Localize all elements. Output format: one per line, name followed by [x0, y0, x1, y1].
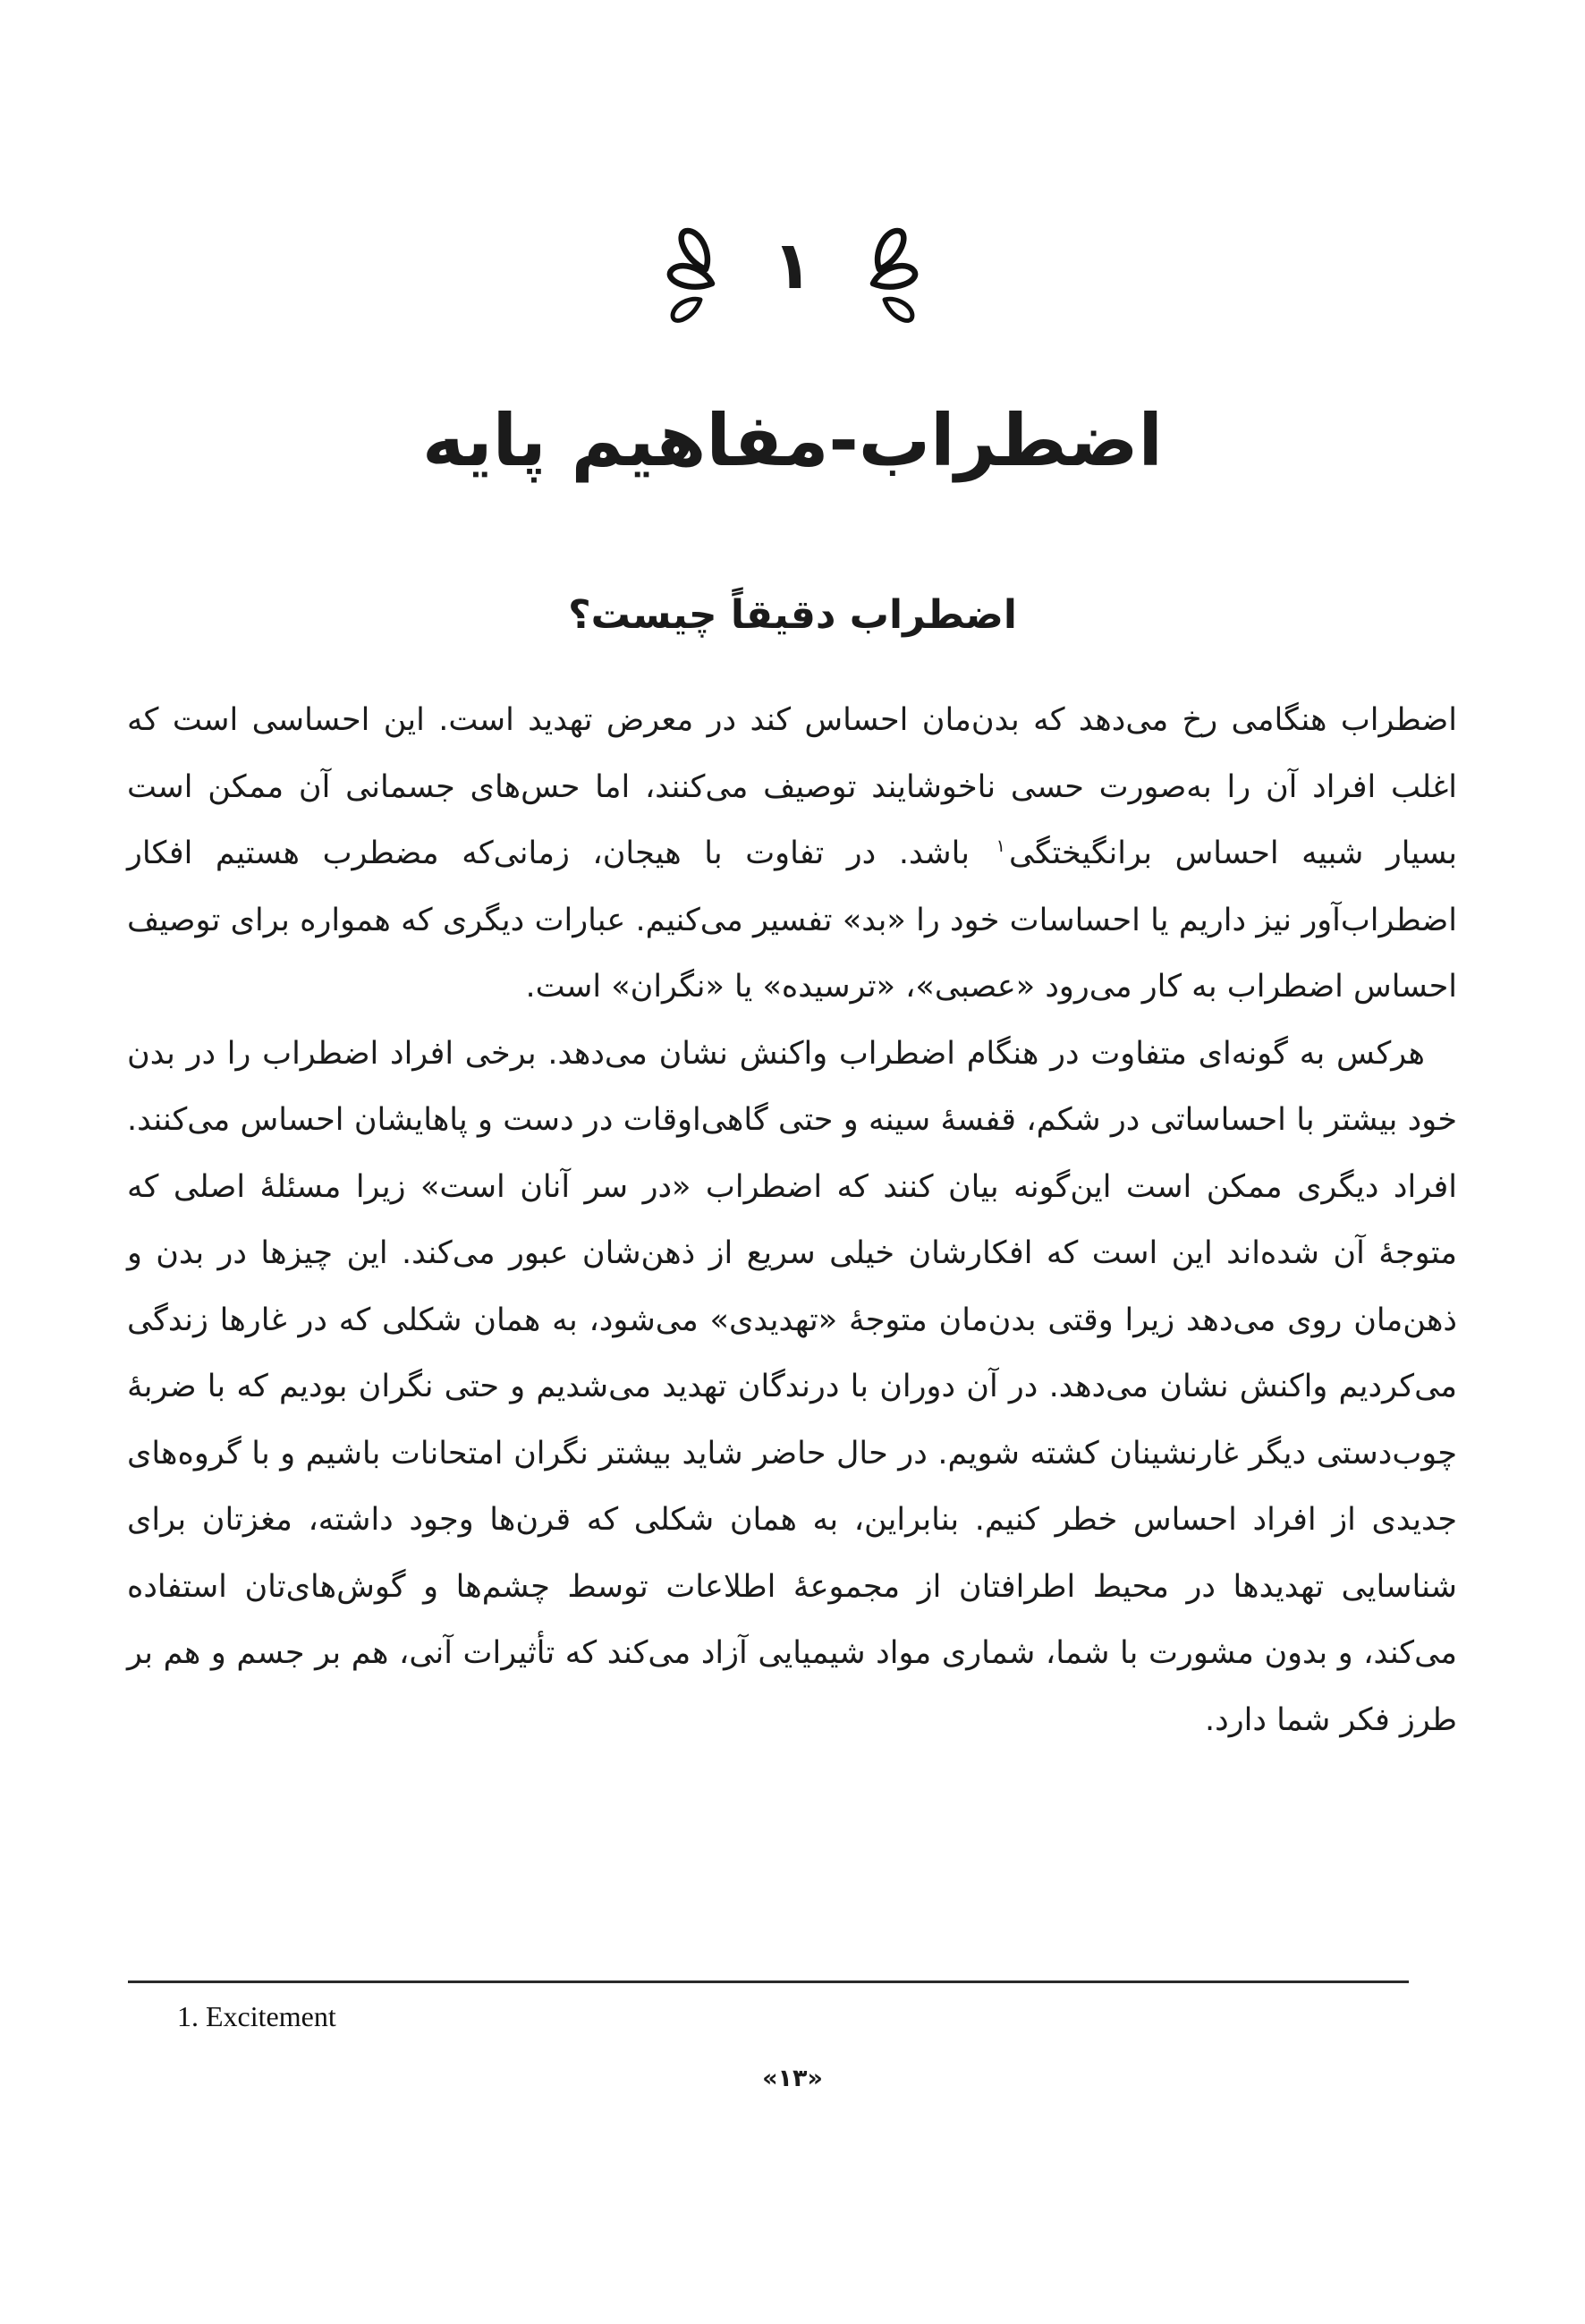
section-heading: اضطراب دقیقاً چیست؟ — [568, 592, 1017, 638]
chapter-title: اضطراب-مفاهیم پایه — [422, 399, 1163, 482]
body-text — [127, 687, 1457, 1753]
leaf-fan-left-icon — [641, 212, 720, 330]
footnote-text: 1. Excitement — [177, 2000, 336, 2032]
paragraph-1-text-before-marker: اضطراب هنگامی رخ می‌دهد که بدن‌مان احساس کند در معرض تهدید است. این احساسی است که اغلب افراد آن را به‌صورت حسی ناخوشایند توصیف می‌کنند، اما حس‌های جسمانی آن ممکن است بسیار شبیه احساس برانگیختگی — [127, 702, 1457, 871]
paragraph-2: هرکس به گونه‌ای متفاوت در هنگام اضطراب واکنش نشان می‌دهد. برخی افراد اضطراب را در بدن خود بیشتر با احساساتی در شکم، قفسهٔ سینه و حتی گاهی‌اوقات در دست و پاهایشان احساس می‌کنند. افراد دیگری ممکن است این‌گونه بیان کنند که اضطراب «در سر آنان است» زیرا مسئلهٔ اصلی که متوجهٔ آن شده‌اند این است که افکارشان خیلی سریع از ذهن‌شان عبور می‌کند. این چیزها در بدن و ذهن‌مان روی می‌دهد زیرا وقتی بدن‌مان متوجهٔ «تهدیدی» می‌شود، به همان شکلی که در غارها زندگی می‌کردیم واکنش نشان می‌دهد. در آن دوران با درندگان تهدید می‌شدیم و حتی نگران بودیم که با ضربهٔ چوب‌دستی دیگر غارنشینان کشته شویم. در حال حاضر شاید بیشتر نگران امتحانات باشیم و با گروه‌های جدیدی از افراد احساس خطر کنیم. بنابراین، به همان شکلی که قرن‌ها وجود داشته، مغزتان برای شناسایی تهدیدها در محیط اطرافتان از مجموعهٔ اطلاعات توسط چشم‌ها و گوش‌های‌تان استفاده می‌کند، و بدون مشورت با شما، شماری مواد شیمیایی آزاد می‌کند که تأثیرات آنی، هم بر جسم و هم بر طرز فکر شما دارد. — [127, 1035, 1457, 1738]
footnote-divider — [128, 1980, 1409, 1983]
paragraph-1 — [127, 687, 1457, 1021]
chapter-header — [0, 204, 1585, 338]
chapter-number: ۱ — [772, 227, 813, 304]
paragraph-1-text-after-marker: باشد. در تفاوت با هیجان، زمانی‌که مضطرب هستیم افکار اضطراب‌آور نیز داریم یا احساسات خود را «بد» تفسیر می‌کنیم. عبارات دیگری که همواره برای توصیف احساس اضطراب به کار می‌رود «عصبی»، «ترسیده» یا «نگران» است. — [127, 835, 1457, 1005]
leaf-fan-right-icon — [865, 212, 944, 330]
footnote-marker: ۱ — [996, 835, 1005, 857]
page-number: «۱۳» — [762, 2065, 823, 2092]
